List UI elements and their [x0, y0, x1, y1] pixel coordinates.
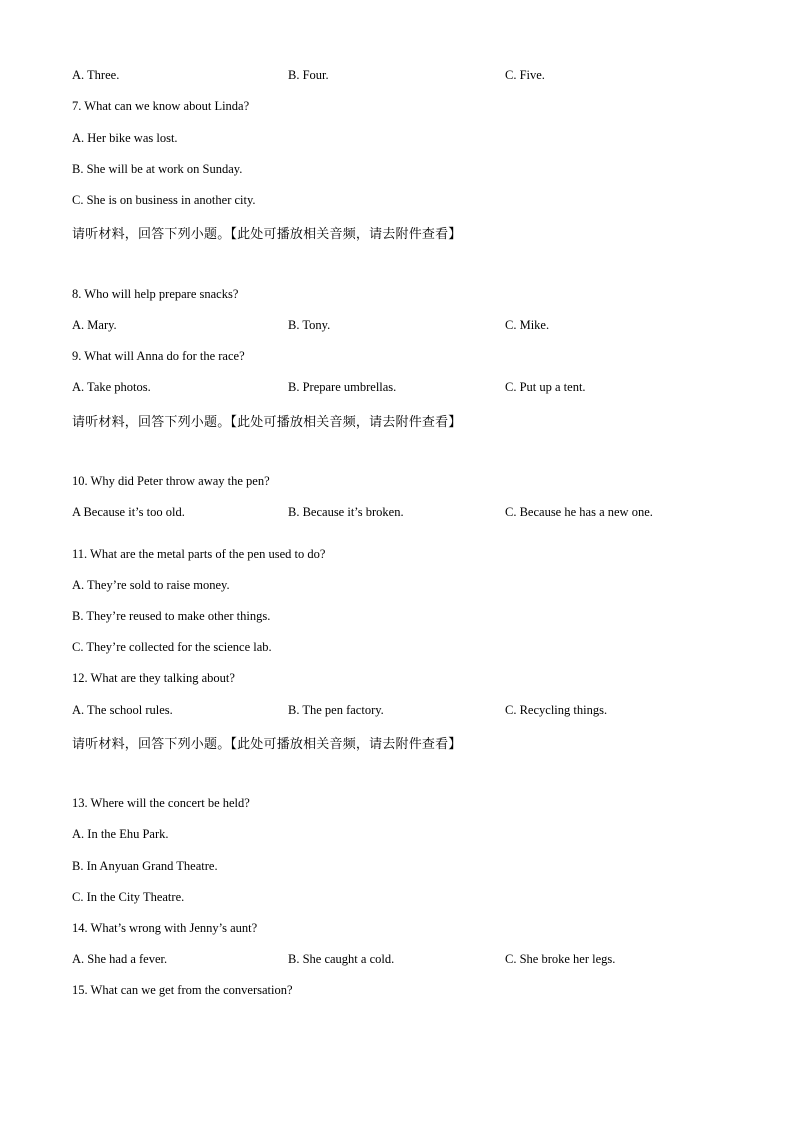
- q10-option-c: C. Because he has a new one.: [505, 505, 653, 519]
- audio-notice: 请听材料，回答下列小题。【此处可播放相关音频，请去附件查看】: [72, 737, 462, 752]
- question-9: 9. What will Anna do for the race?: [72, 349, 245, 363]
- q6-option-b: B. Four.: [288, 68, 329, 82]
- q10-option-b: B. Because it’s broken.: [288, 505, 404, 519]
- q14-option-a: A. She had a fever.: [72, 952, 168, 966]
- q13-option-a: A. In the Ehu Park.: [72, 827, 169, 841]
- question-14: 14. What’s wrong with Jenny’s aunt?: [72, 921, 258, 935]
- audio-notice: 请听材料，回答下列小题。【此处可播放相关音频，请去附件查看】: [72, 227, 462, 242]
- q13-option-b: B. In Anyuan Grand Theatre.: [72, 859, 218, 873]
- q12-option-a: A. The school rules.: [72, 703, 173, 717]
- question-7: 7. What can we know about Linda?: [72, 99, 250, 113]
- q7-option-a: A. Her bike was lost.: [72, 131, 178, 145]
- q9-option-c: C. Put up a tent.: [505, 380, 586, 394]
- q8-option-c: C. Mike.: [505, 318, 550, 332]
- q11-option-b: B. They’re reused to make other things.: [72, 609, 271, 623]
- q10-option-a: A Because it’s too old.: [72, 505, 185, 519]
- q9-option-b: B. Prepare umbrellas.: [288, 380, 397, 394]
- q6-option-c: C. Five.: [505, 68, 545, 82]
- question-15: 15. What can we get from the conversation?: [72, 983, 293, 997]
- q9-option-a: A. Take photos.: [72, 380, 151, 394]
- question-12: 12. What are they talking about?: [72, 671, 235, 685]
- question-11: 11. What are the metal parts of the pen used to do?: [72, 547, 326, 561]
- question-8: 8. Who will help prepare snacks?: [72, 287, 239, 301]
- q13-option-c: C. In the City Theatre.: [72, 890, 185, 904]
- audio-notice: 请听材料，回答下列小题。【此处可播放相关音频，请去附件查看】: [72, 415, 462, 430]
- q12-option-c: C. Recycling things.: [505, 703, 608, 717]
- q8-option-b: B. Tony.: [288, 318, 331, 332]
- q7-option-b: B. She will be at work on Sunday.: [72, 162, 243, 176]
- question-13: 13. Where will the concert be held?: [72, 796, 250, 810]
- question-10: 10. Why did Peter throw away the pen?: [72, 474, 270, 488]
- q11-option-a: A. They’re sold to raise money.: [72, 578, 230, 592]
- q12-option-b: B. The pen factory.: [288, 703, 384, 717]
- q14-option-b: B. She caught a cold.: [288, 952, 395, 966]
- q11-option-c: C. They’re collected for the science lab.: [72, 640, 272, 654]
- q14-option-c: C. She broke her legs.: [505, 952, 616, 966]
- q8-option-a: A. Mary.: [72, 318, 117, 332]
- q7-option-c: C. She is on business in another city.: [72, 193, 256, 207]
- q6-option-a: A. Three.: [72, 68, 120, 82]
